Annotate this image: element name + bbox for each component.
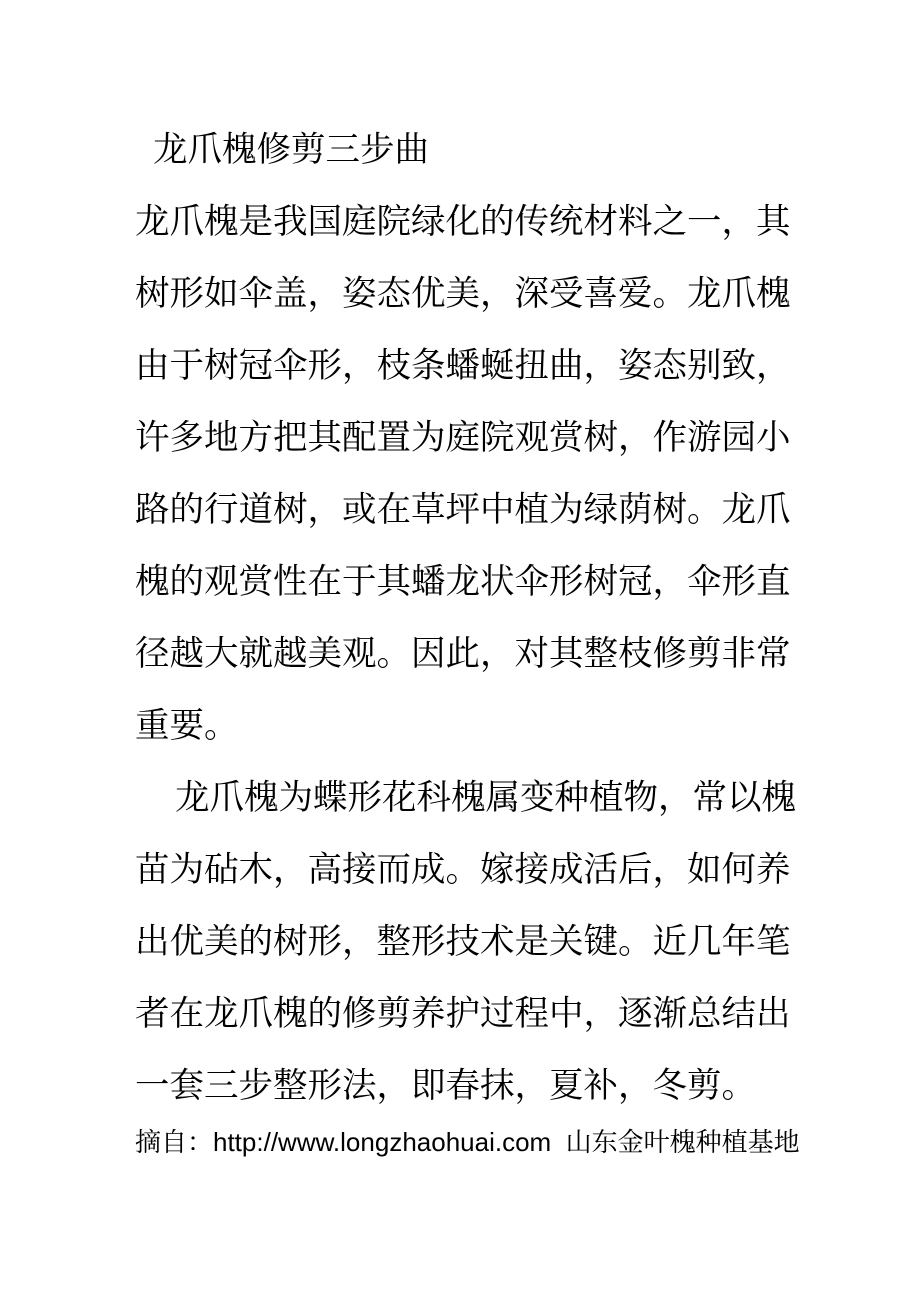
text-line: 一套三步整形法，即春抹，夏补，冬剪。 — [135, 1067, 756, 1105]
document-body — [135, 114, 800, 1162]
text-line: 槐的观赏性在于其蟠龙状伞形树冠，伞形直 — [135, 563, 791, 601]
text-line: 路的行道树，或在草坪中植为绿荫树。龙爪 — [135, 491, 791, 529]
document-title: 龙爪槐修剪三步曲 — [153, 131, 429, 169]
text-line: 许多地方把其配置为庭院观赏树，作游园小 — [135, 419, 791, 457]
text-line: 重要。 — [135, 707, 239, 745]
text-line: 由于树冠伞形，枝条蟠蜒扭曲，姿态别致， — [135, 347, 791, 385]
text-line: 者在龙爪槐的修剪养护过程中，逐渐总结出 — [135, 995, 791, 1033]
source-citation: 摘自：http://www.longzhaohuai.com 山东金叶槐种植基地 — [135, 1127, 800, 1157]
text-line: 苗为砧木，高接而成。嫁接成活后，如何养 — [135, 851, 791, 889]
text-line: 龙爪槐为蝶形花科槐属变种植物，常以槐 — [175, 779, 796, 817]
text-line: 树形如伞盖，姿态优美，深受喜爱。龙爪槐 — [135, 275, 791, 313]
text-line: 龙爪槐是我国庭院绿化的传统材料之一，其 — [135, 203, 791, 241]
text-line: 出优美的树形，整形技术是关键。近几年笔 — [135, 923, 791, 961]
text-line: 径越大就越美观。因此，对其整枝修剪非常 — [135, 635, 791, 673]
